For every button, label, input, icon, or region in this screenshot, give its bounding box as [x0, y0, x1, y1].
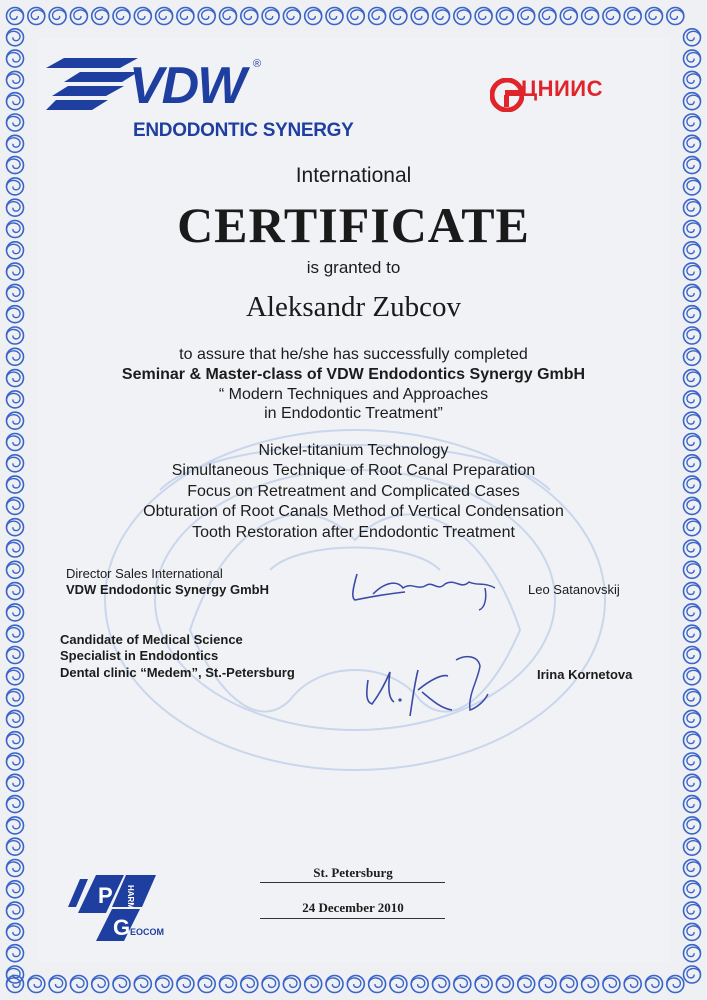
spiral-ornament — [262, 8, 279, 25]
spiral-ornament — [92, 976, 109, 993]
spiral-ornament — [7, 923, 24, 940]
spiral-ornament — [603, 976, 620, 993]
spiral-ornament — [667, 976, 684, 993]
signature-satanovskij — [345, 568, 505, 612]
spiral-ornament — [684, 561, 701, 578]
topic-item: Tooth Restoration after Endodontic Treatment — [192, 524, 515, 541]
signatory-title: Candidate of Medical Science — [60, 632, 243, 647]
spiral-ornament — [684, 583, 701, 600]
spiral-ornament — [684, 902, 701, 919]
spiral-ornament — [684, 838, 701, 855]
svg-text:HARM: HARM — [126, 885, 135, 909]
spiral-ornament — [684, 753, 701, 770]
pharm-geocom-logo — [66, 873, 166, 945]
spiral-ornament — [177, 976, 194, 993]
spiral-ornament — [560, 8, 577, 25]
registered-mark: ® — [253, 58, 262, 70]
spiral-ornament — [684, 689, 701, 706]
spiral-ornament — [684, 710, 701, 727]
spiral-ornament — [305, 976, 322, 993]
spiral-ornament — [684, 29, 701, 46]
spiral-ornament — [283, 8, 300, 25]
spiral-ornament — [7, 817, 24, 834]
spiral-ornament — [347, 8, 364, 25]
spiral-ornament — [7, 71, 24, 88]
spiral-ornament — [7, 604, 24, 621]
spiral-ornament — [198, 8, 215, 25]
spiral-ornament — [684, 50, 701, 67]
seminar-title: Seminar & Master-class of VDW Endodontics Synergy GmbH — [121, 366, 586, 383]
signatory-name: Leo Satanovskij — [528, 582, 620, 597]
spiral-ornament — [539, 976, 556, 993]
spiral-ornament — [390, 8, 407, 25]
spiral-ornament — [113, 976, 130, 993]
spiral-ornament — [411, 8, 428, 25]
spiral-ornament — [475, 976, 492, 993]
spiral-ornament — [7, 29, 24, 46]
spiral-ornament — [518, 8, 535, 25]
spiral-ornament — [684, 625, 701, 642]
spiral-ornament — [684, 923, 701, 940]
spiral-ornament — [7, 561, 24, 578]
spiral-ornament — [411, 976, 428, 993]
spiral-ornament — [305, 8, 322, 25]
cniis-logo-text: ЦНИИС — [521, 76, 603, 101]
spiral-ornament — [582, 8, 599, 25]
spiral-ornament — [496, 8, 513, 25]
spiral-ornament — [7, 710, 24, 727]
spiral-ornament — [326, 8, 343, 25]
spiral-ornament — [49, 976, 66, 993]
spiral-ornament — [7, 93, 24, 110]
spiral-ornament — [684, 860, 701, 877]
spiral-ornament — [7, 135, 24, 152]
spiral-ornament — [684, 881, 701, 898]
spiral-ornament — [220, 8, 237, 25]
spiral-ornament — [134, 8, 151, 25]
spiral-ornament — [7, 647, 24, 664]
signature-kornetova — [360, 650, 510, 724]
spiral-ornament — [369, 976, 386, 993]
spiral-ornament — [28, 976, 45, 993]
spiral-ornament — [646, 976, 663, 993]
spiral-ornament — [177, 8, 194, 25]
spiral-ornament — [433, 8, 450, 25]
spiral-ornament — [7, 774, 24, 791]
spiral-ornament — [347, 976, 364, 993]
spiral-ornament — [454, 976, 471, 993]
spiral-ornament — [667, 8, 684, 25]
spiral-ornament — [684, 93, 701, 110]
spiral-ornament — [326, 976, 343, 993]
vdw-logo-text: VDW — [129, 57, 245, 115]
spiral-ornament — [198, 976, 215, 993]
spiral-ornament — [560, 976, 577, 993]
vdw-logo-subtitle: ENDODONTIC SYNERGY — [133, 120, 354, 141]
spiral-ornament — [7, 689, 24, 706]
svg-text:P: P — [98, 883, 113, 908]
recipient-name: Aleksandr Zubcov — [245, 291, 462, 323]
spiral-ornament — [684, 966, 701, 983]
spiral-ornament — [7, 732, 24, 749]
spiral-ornament — [156, 8, 173, 25]
spiral-ornament — [684, 114, 701, 131]
cniis-logo — [490, 78, 524, 112]
spiral-ornament — [603, 8, 620, 25]
spiral-ornament — [7, 902, 24, 919]
spiral-ornament — [70, 976, 87, 993]
spiral-ornament — [518, 976, 535, 993]
spiral-ornament — [684, 135, 701, 152]
spiral-ornament — [684, 647, 701, 664]
spiral-ornament — [7, 860, 24, 877]
spiral-ornament — [624, 8, 641, 25]
spiral-ornament — [70, 8, 87, 25]
issue-city: St. Petersburg — [313, 865, 393, 880]
spiral-ornament — [684, 774, 701, 791]
signatory-name: Irina Kornetova — [537, 667, 633, 682]
issue-date: 24 December 2010 — [302, 900, 404, 915]
topic-item: Obturation of Root Canals Method of Vertical Condensation — [143, 503, 564, 520]
spiral-ornament — [7, 668, 24, 685]
spiral-ornament — [49, 8, 66, 25]
spiral-ornament — [684, 71, 701, 88]
spiral-ornament — [684, 732, 701, 749]
spiral-ornament — [684, 327, 701, 344]
spiral-ornament — [7, 327, 24, 344]
divider — [260, 918, 445, 919]
spiral-ornament — [7, 625, 24, 642]
spiral-ornament — [241, 976, 258, 993]
topic-item: Nickel-titanium Technology — [258, 442, 449, 459]
spiral-ornament — [7, 966, 24, 983]
spiral-ornament — [7, 881, 24, 898]
granted-text: is granted to — [306, 258, 401, 277]
topic-item: Focus on Retreatment and Complicated Cases — [187, 483, 520, 500]
spiral-ornament — [475, 8, 492, 25]
spiral-ornament — [7, 50, 24, 67]
assure-text: to assure that he/she has successfully completed — [179, 346, 528, 363]
divider — [260, 882, 445, 883]
signatory-title: Director Sales International — [66, 566, 223, 581]
course-title-line2: in Endodontic Treatment” — [264, 405, 443, 422]
spiral-ornament — [134, 976, 151, 993]
spiral-ornament — [92, 8, 109, 25]
spiral-ornament — [156, 976, 173, 993]
svg-text:EOCOM: EOCOM — [130, 927, 165, 937]
spiral-ornament — [7, 114, 24, 131]
spiral-ornament — [684, 817, 701, 834]
spiral-ornament — [262, 976, 279, 993]
vdw-stripes-logo — [46, 58, 138, 114]
spiral-ornament — [454, 8, 471, 25]
topic-item: Simultaneous Technique of Root Canal Preparation — [171, 462, 536, 479]
spiral-ornament — [7, 838, 24, 855]
spiral-ornament — [646, 8, 663, 25]
spiral-ornament — [539, 8, 556, 25]
signatory-clinic: Dental clinic “Medem”, St.-Petersburg — [60, 665, 295, 680]
spiral-ornament — [7, 540, 24, 557]
spiral-ornament — [390, 976, 407, 993]
spiral-ornament — [684, 796, 701, 813]
spiral-ornament — [684, 604, 701, 621]
spiral-ornament — [624, 976, 641, 993]
spiral-ornament — [283, 976, 300, 993]
spiral-ornament — [496, 976, 513, 993]
spiral-ornament — [7, 8, 24, 25]
spiral-ornament — [7, 796, 24, 813]
certificate-international: International — [295, 164, 412, 187]
certificate-title: CERTIFICATE — [177, 197, 530, 253]
signatory-specialty: Specialist in Endodontics — [60, 648, 219, 663]
spiral-ornament — [7, 945, 24, 962]
spiral-ornament — [241, 8, 258, 25]
course-title-line1: “ Modern Techniques and Approaches — [218, 386, 489, 403]
spiral-ornament — [220, 976, 237, 993]
svg-text:G: G — [113, 915, 131, 940]
spiral-ornament — [684, 945, 701, 962]
spiral-ornament — [28, 8, 45, 25]
spiral-ornament — [684, 540, 701, 557]
spiral-ornament — [433, 976, 450, 993]
spiral-ornament — [369, 8, 386, 25]
spiral-ornament — [684, 668, 701, 685]
spiral-ornament — [113, 8, 130, 25]
signatory-org: VDW Endodontic Synergy GmbH — [66, 582, 269, 597]
spiral-ornament — [7, 753, 24, 770]
spiral-ornament — [7, 583, 24, 600]
spiral-ornament — [582, 976, 599, 993]
